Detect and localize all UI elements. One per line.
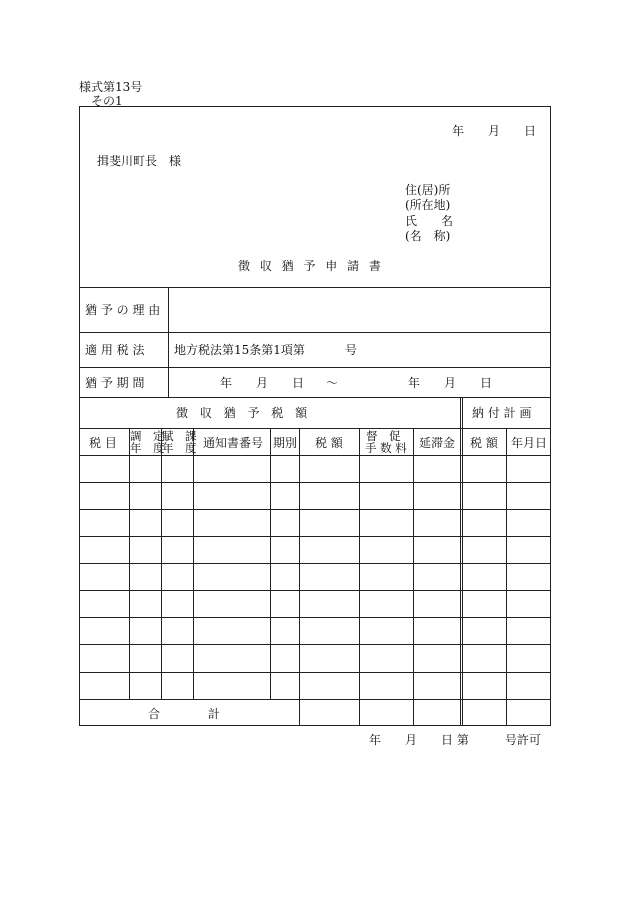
applicant-name-alt-label: (名 称) bbox=[405, 229, 451, 243]
divider bbox=[413, 428, 414, 726]
applicant-name-label: 氏 名 bbox=[405, 214, 454, 228]
applicant-address-label: 住(居)所 bbox=[405, 183, 451, 197]
header-late-fee: 延滞金 bbox=[419, 436, 456, 450]
divider bbox=[79, 332, 551, 333]
divider bbox=[79, 509, 551, 510]
divider bbox=[79, 397, 551, 398]
period-tilde: ～ bbox=[326, 376, 339, 390]
header-period: 期別 bbox=[273, 436, 298, 450]
divider bbox=[79, 455, 551, 456]
header-assess-bottom: 年 度 bbox=[130, 441, 165, 455]
form-number: 様式第13号 bbox=[79, 80, 143, 94]
divider bbox=[79, 699, 551, 700]
divider bbox=[79, 367, 551, 368]
period-to: 年 月 日 bbox=[408, 376, 493, 390]
period-from: 年 月 日 bbox=[220, 376, 305, 390]
header-assess-top: 調 定 bbox=[130, 429, 165, 443]
header-plan-date: 年月日 bbox=[511, 436, 548, 450]
applicant-address-alt-label: (所在地) bbox=[405, 198, 451, 212]
header-plan-amount: 税 額 bbox=[470, 436, 498, 450]
header-levy-bottom: 年 度 bbox=[162, 441, 197, 455]
form-sub-number: その1 bbox=[91, 94, 123, 108]
addressee: 揖斐川町長 様 bbox=[97, 154, 182, 168]
header-notice-number: 通知書番号 bbox=[203, 436, 264, 450]
reason-label: 猶 予 の 理 由 bbox=[85, 303, 161, 317]
header-tax-amount: 税 額 bbox=[315, 436, 343, 450]
divider bbox=[359, 428, 360, 726]
divider bbox=[460, 397, 461, 726]
header-fee-bottom: 手 数 料 bbox=[365, 441, 407, 455]
divider bbox=[79, 672, 551, 673]
divider bbox=[299, 428, 300, 726]
reason-field[interactable] bbox=[169, 288, 550, 331]
divider bbox=[79, 536, 551, 537]
divider bbox=[79, 563, 551, 564]
total-label: 合 計 bbox=[148, 707, 221, 721]
divider bbox=[79, 644, 551, 645]
header-fee-top: 督 促 bbox=[366, 429, 401, 443]
divider bbox=[79, 590, 551, 591]
section-deferred-tax: 徴 収 猶 予 税 額 bbox=[176, 406, 312, 420]
page-title: 徴 収 猶 予 申 請 書 bbox=[238, 259, 384, 273]
approval-line: 年 月 日 第 号許可 bbox=[369, 733, 541, 747]
law-value: 地方税法第15条第1項第 bbox=[174, 343, 305, 357]
law-suffix: 号 bbox=[345, 343, 358, 357]
divider bbox=[462, 397, 463, 726]
application-date: 年 月 日 bbox=[452, 124, 537, 138]
divider bbox=[79, 617, 551, 618]
header-tax-item: 税 目 bbox=[89, 436, 117, 450]
divider bbox=[79, 482, 551, 483]
header-levy-top: 賦 課 bbox=[162, 429, 197, 443]
divider bbox=[506, 428, 507, 726]
law-label: 適 用 税 法 bbox=[85, 343, 145, 357]
period-label: 猶 予 期 間 bbox=[85, 376, 145, 390]
section-payment-plan: 納 付 計 画 bbox=[472, 406, 532, 420]
